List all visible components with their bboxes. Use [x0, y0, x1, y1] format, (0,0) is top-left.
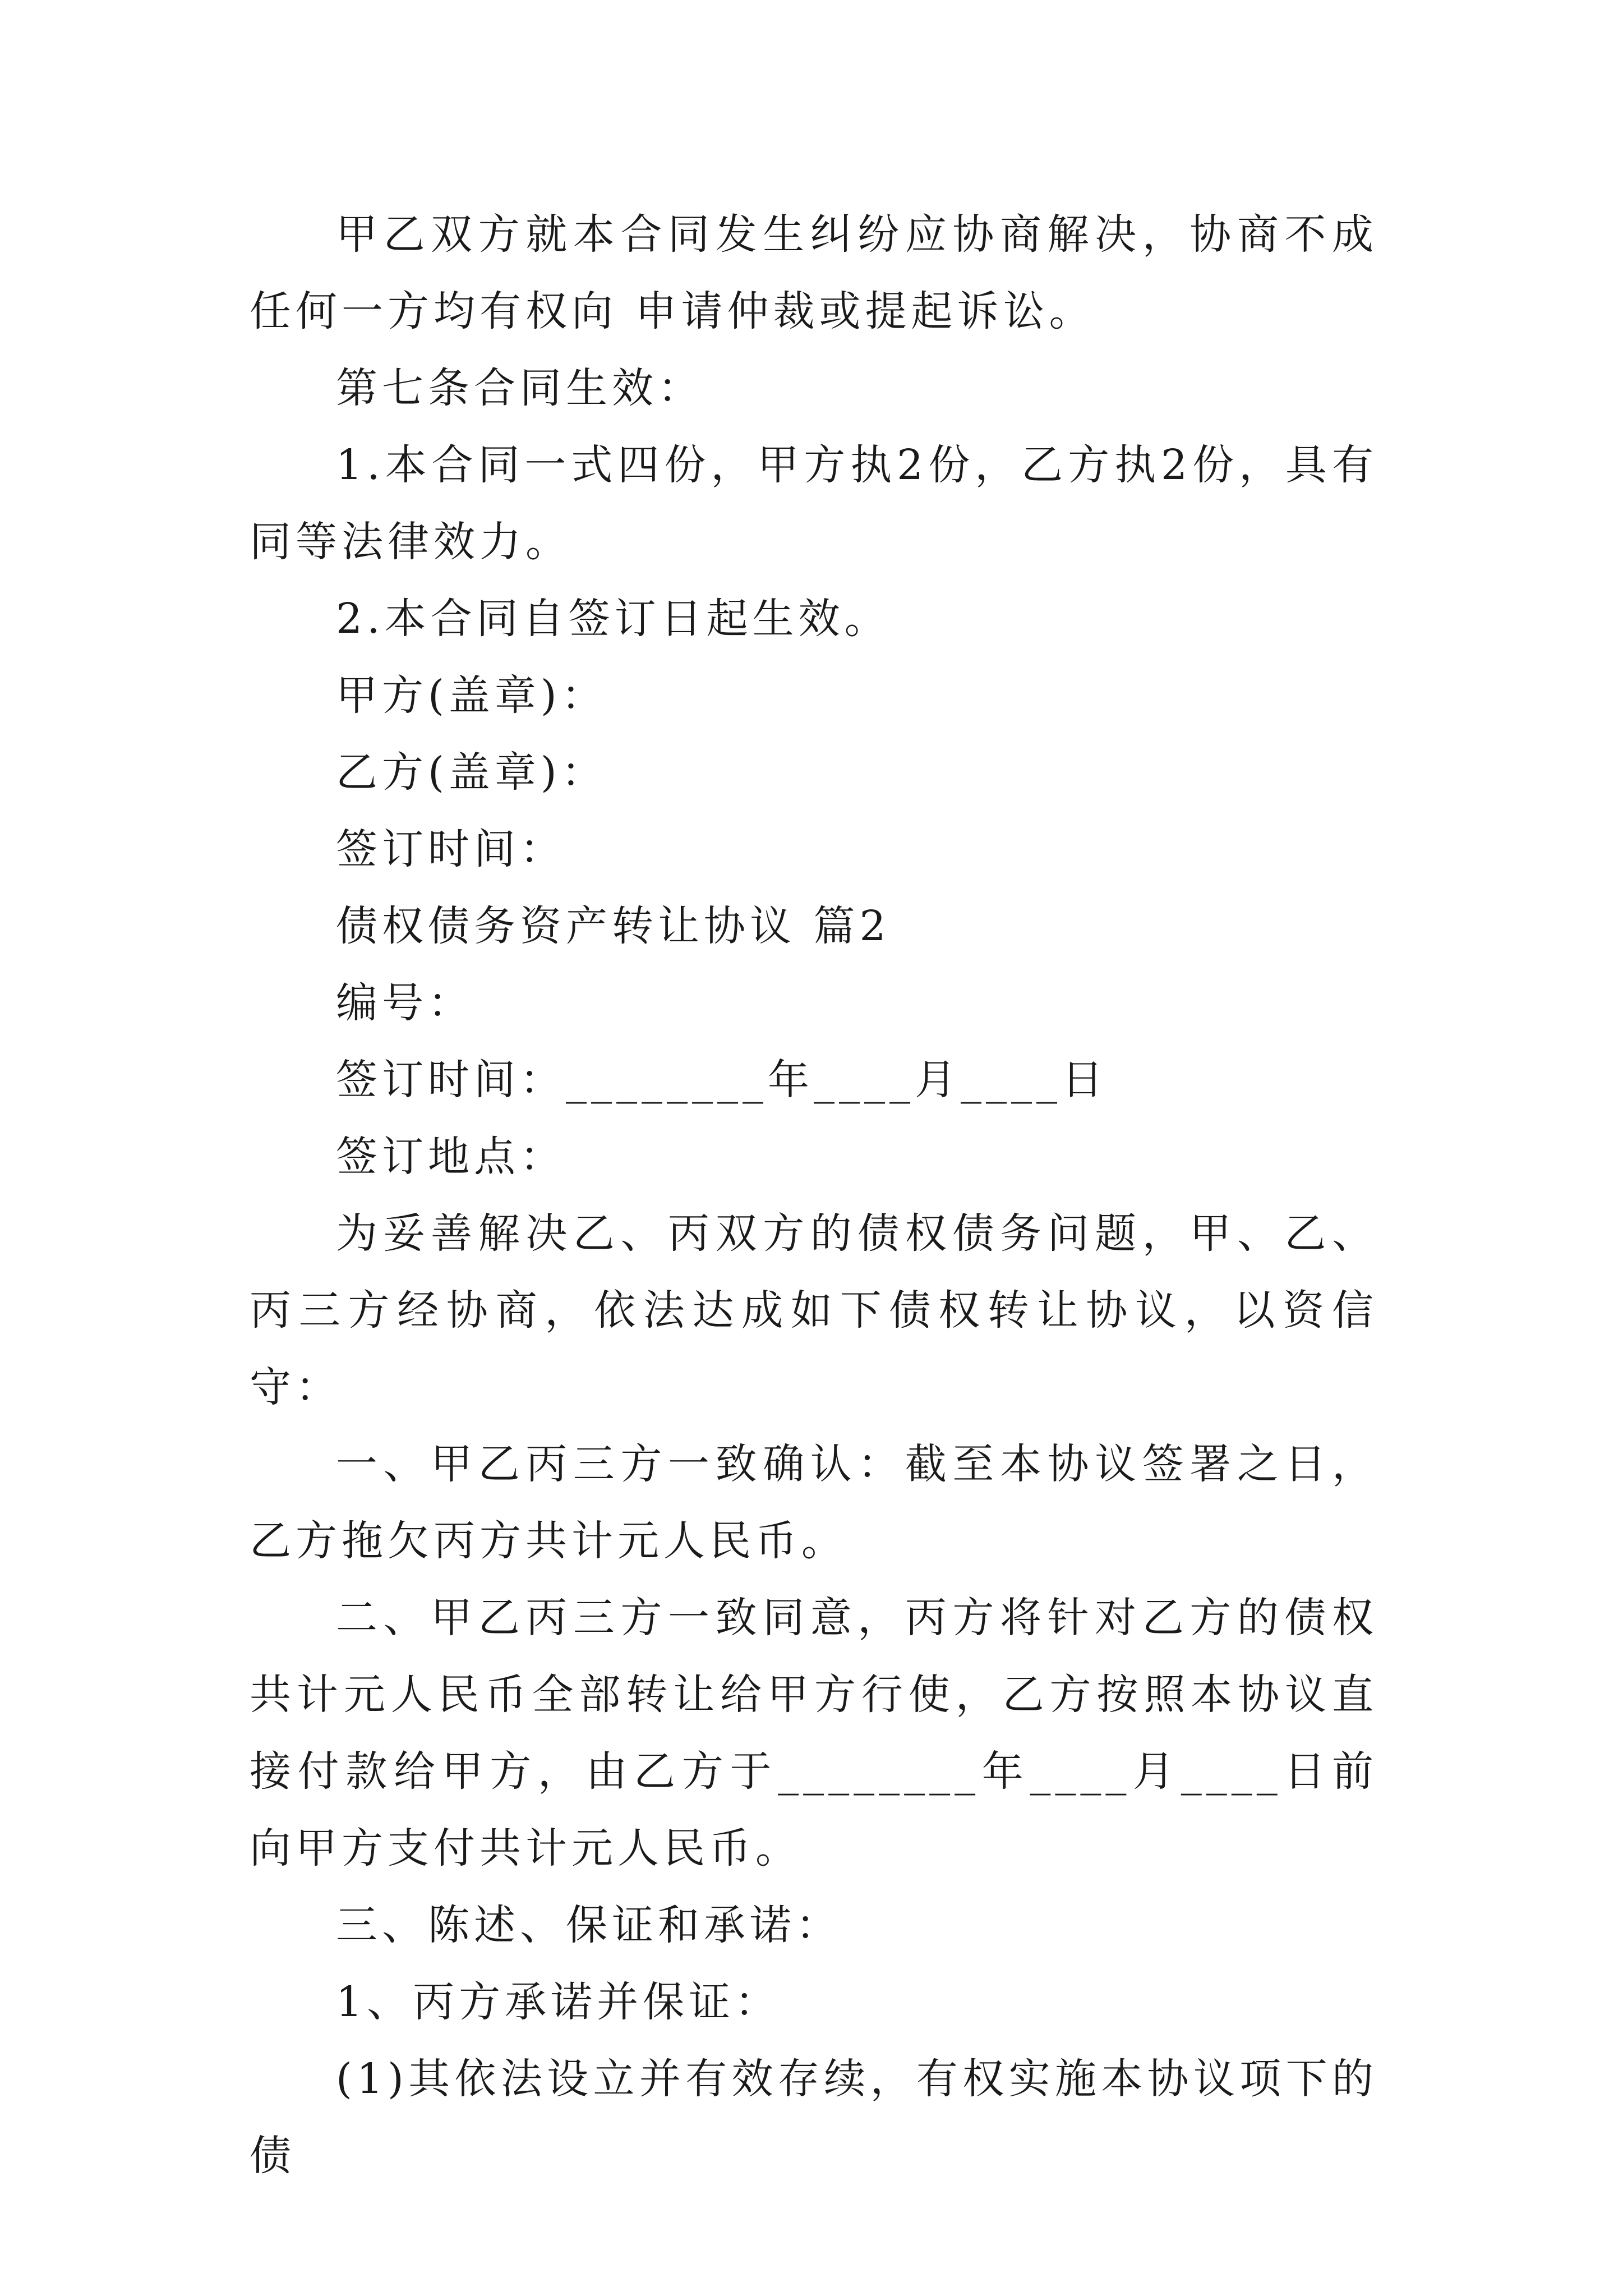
serial-number: 编号：: [336, 979, 474, 1027]
section-title: 债权债务资产转让协议 篇2: [336, 902, 891, 950]
signing-date-blank: 签订时间：________年____月____日: [336, 1056, 1108, 1104]
clause-three-item-one: 1、丙方承诺并保证：: [336, 1978, 781, 2026]
signing-place: 签订地点：: [336, 1133, 566, 1181]
clause-one: 一、甲乙丙三方一致确认：截至本协议签署之日，乙方拖欠丙方共计元人民币。: [250, 1440, 1378, 1565]
clause-two: 二、甲乙丙三方一致同意，丙方将针对乙方的债权共计元人民币全部转让给甲方行使，乙方按照本协议直接付款给甲方，由乙方于________年____月____日前向甲方支付共计元人民币。: [250, 1594, 1378, 1872]
party-b-seal: 乙方(盖章)：: [336, 748, 607, 797]
paragraph-dispute: 甲乙双方就本合同发生纠纷应协商解决，协商不成任何一方均有权向 申请仲裁或提起诉讼。: [250, 210, 1378, 335]
paragraph-article-seven: 第七条合同生效：: [336, 364, 704, 412]
paragraph-copies: 1.本合同一式四份，甲方执2份，乙方执2份，具有同等法律效力。: [250, 441, 1378, 566]
party-a-seal: 甲方(盖章)：: [336, 671, 607, 720]
paragraph-preamble: 为妥善解决乙、丙双方的债权债务问题，甲、乙、丙三方经协商，依法达成如下债权转让协议，以资信守：: [250, 1209, 1378, 1411]
document-body: [250, 196, 1378, 2194]
clause-three-sub-one: (1)其依法设立并有效存续，有权实施本协议项下的债: [250, 2055, 1378, 2180]
clause-three: 三、陈述、保证和承诺：: [336, 1901, 842, 1949]
paragraph-effective: 2.本合同自签订日起生效。: [336, 595, 891, 643]
signing-time: 签订时间：: [336, 825, 566, 873]
